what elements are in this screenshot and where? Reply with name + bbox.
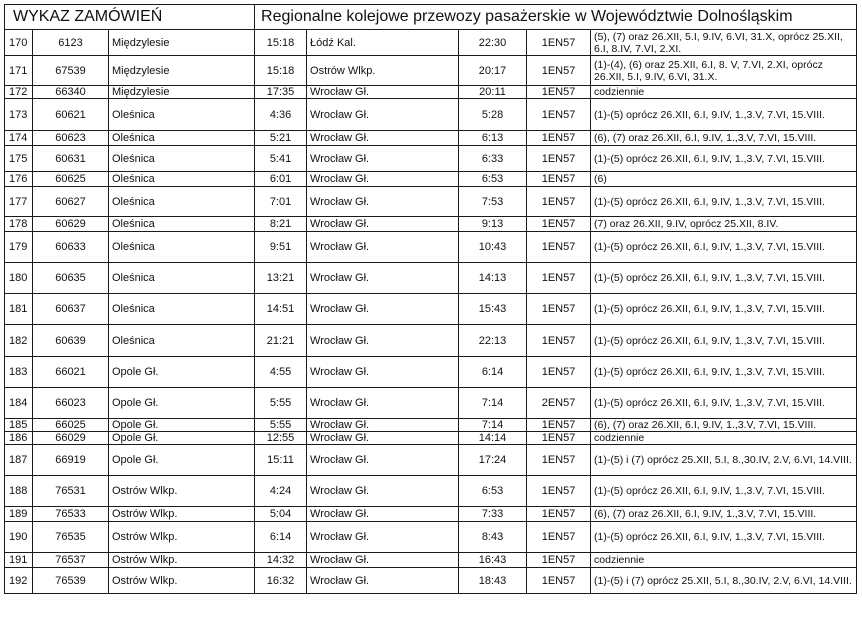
row-number: 181 — [5, 294, 33, 325]
order-list-sheet — [4, 4, 856, 594]
row-number: 186 — [5, 432, 33, 445]
origin-station: Ostrów Wlkp. — [109, 553, 255, 568]
arrival-time: 14:14 — [459, 432, 527, 445]
train-number: 60633 — [33, 232, 109, 263]
origin-station: Oleśnica — [109, 263, 255, 294]
rolling-stock: 1EN57 — [527, 131, 591, 146]
train-number: 66025 — [33, 419, 109, 432]
rolling-stock: 2EN57 — [527, 388, 591, 419]
train-number: 66023 — [33, 388, 109, 419]
origin-station: Ostrów Wlkp. — [109, 522, 255, 553]
running-days: (1)-(5) oprócz 26.XII, 6.I, 9.IV, 1.,3.V, 7.VI, 15.VIII. — [591, 263, 857, 294]
destination-station: Wrocław Gł. — [307, 445, 459, 476]
destination-station: Wrocław Gł. — [307, 294, 459, 325]
running-days: (6) — [591, 172, 857, 187]
running-days: (5), (7) oraz 26.XII, 5.I, 9.IV, 6.VI, 31.X, oprócz 25.XII, 6.I, 8.IV, 7.VI, 2.XI. — [591, 30, 857, 56]
running-days: (1)-(5) oprócz 26.XII, 6.I, 9.IV, 1.,3.V, 7.VI, 15.VIII. — [591, 522, 857, 553]
running-days: (1)-(5) oprócz 26.XII, 6.I, 9.IV, 1.,3.V, 7.VI, 15.VIII. — [591, 146, 857, 172]
departure-time: 5:55 — [255, 388, 307, 419]
running-days: (1)-(4), (6) oraz 25.XII, 6.I, 8. V, 7.VI, 2.XI, oprócz 26.XII, 5.I, 9.IV, 6.VI, 31.X. — [591, 56, 857, 86]
row-number: 190 — [5, 522, 33, 553]
row-number: 176 — [5, 172, 33, 187]
running-days: codziennie — [591, 86, 857, 99]
origin-station: Oleśnica — [109, 294, 255, 325]
departure-time: 14:51 — [255, 294, 307, 325]
destination-station: Łódź Kal. — [307, 30, 459, 56]
header-row — [5, 5, 857, 30]
table-row — [5, 217, 857, 232]
departure-time: 4:24 — [255, 476, 307, 507]
origin-station: Oleśnica — [109, 217, 255, 232]
train-number: 60635 — [33, 263, 109, 294]
destination-station: Wrocław Gł. — [307, 432, 459, 445]
destination-station: Wrocław Gł. — [307, 99, 459, 131]
departure-time: 5:21 — [255, 131, 307, 146]
destination-station: Wrocław Gł. — [307, 86, 459, 99]
timetable-table — [4, 4, 857, 594]
table-row — [5, 553, 857, 568]
train-number: 66340 — [33, 86, 109, 99]
rolling-stock: 1EN57 — [527, 553, 591, 568]
running-days: (6), (7) oraz 26.XII, 6.I, 9.IV, 1.,3.V, 7.VI, 15.VIII. — [591, 131, 857, 146]
destination-station: Ostrów Wlkp. — [307, 56, 459, 86]
origin-station: Opole Gł. — [109, 445, 255, 476]
origin-station: Oleśnica — [109, 131, 255, 146]
table-row — [5, 172, 857, 187]
running-days: (6), (7) oraz 26.XII, 6.I, 9.IV, 1.,3.V, 7.VI, 15.VIII. — [591, 419, 857, 432]
rolling-stock: 1EN57 — [527, 86, 591, 99]
table-row — [5, 325, 857, 357]
train-number: 76537 — [33, 553, 109, 568]
table-row — [5, 232, 857, 263]
origin-station: Oleśnica — [109, 325, 255, 357]
arrival-time: 22:13 — [459, 325, 527, 357]
origin-station: Międzylesie — [109, 86, 255, 99]
row-number: 175 — [5, 146, 33, 172]
row-number: 188 — [5, 476, 33, 507]
arrival-time: 7:14 — [459, 388, 527, 419]
rolling-stock: 1EN57 — [527, 263, 591, 294]
departure-time: 15:18 — [255, 56, 307, 86]
row-number: 192 — [5, 568, 33, 594]
row-number: 171 — [5, 56, 33, 86]
row-number: 177 — [5, 187, 33, 217]
departure-time: 5:04 — [255, 507, 307, 522]
table-row — [5, 445, 857, 476]
departure-time: 14:32 — [255, 553, 307, 568]
train-number: 60629 — [33, 217, 109, 232]
running-days: (1)-(5) i (7) oprócz 25.XII, 5.I, 8.,30.IV, 2.V, 6.VI, 14.VIII. — [591, 568, 857, 594]
departure-time: 9:51 — [255, 232, 307, 263]
arrival-time: 8:43 — [459, 522, 527, 553]
row-number: 183 — [5, 357, 33, 388]
list-title: WYKAZ ZAMÓWIEŃ — [5, 5, 255, 30]
train-number: 60637 — [33, 294, 109, 325]
train-number: 76531 — [33, 476, 109, 507]
train-number: 76533 — [33, 507, 109, 522]
row-number: 173 — [5, 99, 33, 131]
destination-station: Wrocław Gł. — [307, 172, 459, 187]
arrival-time: 18:43 — [459, 568, 527, 594]
table-row — [5, 522, 857, 553]
destination-station: Wrocław Gł. — [307, 388, 459, 419]
origin-station: Ostrów Wlkp. — [109, 476, 255, 507]
departure-time: 6:01 — [255, 172, 307, 187]
table-row — [5, 357, 857, 388]
departure-time: 8:21 — [255, 217, 307, 232]
row-number: 187 — [5, 445, 33, 476]
table-row — [5, 99, 857, 131]
table-row — [5, 131, 857, 146]
train-number: 66021 — [33, 357, 109, 388]
train-number: 67539 — [33, 56, 109, 86]
rolling-stock: 1EN57 — [527, 568, 591, 594]
arrival-time: 20:17 — [459, 56, 527, 86]
departure-time: 15:11 — [255, 445, 307, 476]
rolling-stock: 1EN57 — [527, 507, 591, 522]
arrival-time: 9:13 — [459, 217, 527, 232]
train-number: 76535 — [33, 522, 109, 553]
destination-station: Wrocław Gł. — [307, 325, 459, 357]
destination-station: Wrocław Gł. — [307, 217, 459, 232]
departure-time: 12:55 — [255, 432, 307, 445]
running-days: codziennie — [591, 553, 857, 568]
departure-time: 17:35 — [255, 86, 307, 99]
table-row — [5, 263, 857, 294]
running-days: codziennie — [591, 432, 857, 445]
destination-station: Wrocław Gł. — [307, 522, 459, 553]
table-row — [5, 86, 857, 99]
rolling-stock: 1EN57 — [527, 294, 591, 325]
rolling-stock: 1EN57 — [527, 99, 591, 131]
table-row — [5, 476, 857, 507]
origin-station: Opole Gł. — [109, 357, 255, 388]
train-number: 60631 — [33, 146, 109, 172]
destination-station: Wrocław Gł. — [307, 568, 459, 594]
row-number: 178 — [5, 217, 33, 232]
train-number: 66919 — [33, 445, 109, 476]
rolling-stock: 1EN57 — [527, 187, 591, 217]
table-row — [5, 419, 857, 432]
train-number: 76539 — [33, 568, 109, 594]
origin-station: Opole Gł. — [109, 432, 255, 445]
arrival-time: 7:14 — [459, 419, 527, 432]
rolling-stock: 1EN57 — [527, 146, 591, 172]
rolling-stock: 1EN57 — [527, 172, 591, 187]
running-days: (1)-(5) oprócz 26.XII, 6.I, 9.IV, 1.,3.V, 7.VI, 15.VIII. — [591, 325, 857, 357]
train-number: 60639 — [33, 325, 109, 357]
rolling-stock: 1EN57 — [527, 217, 591, 232]
row-number: 172 — [5, 86, 33, 99]
origin-station: Ostrów Wlkp. — [109, 507, 255, 522]
table-row — [5, 432, 857, 445]
row-number: 179 — [5, 232, 33, 263]
row-number: 170 — [5, 30, 33, 56]
train-number: 66029 — [33, 432, 109, 445]
departure-time: 15:18 — [255, 30, 307, 56]
row-number: 174 — [5, 131, 33, 146]
arrival-time: 6:13 — [459, 131, 527, 146]
origin-station: Oleśnica — [109, 146, 255, 172]
running-days: (1)-(5) oprócz 26.XII, 6.I, 9.IV, 1.,3.V, 7.VI, 15.VIII. — [591, 232, 857, 263]
arrival-time: 14:13 — [459, 263, 527, 294]
origin-station: Oleśnica — [109, 172, 255, 187]
arrival-time: 5:28 — [459, 99, 527, 131]
table-row — [5, 388, 857, 419]
departure-time: 7:01 — [255, 187, 307, 217]
table-row — [5, 568, 857, 594]
arrival-time: 15:43 — [459, 294, 527, 325]
rolling-stock: 1EN57 — [527, 325, 591, 357]
rolling-stock: 1EN57 — [527, 357, 591, 388]
departure-time: 5:41 — [255, 146, 307, 172]
arrival-time: 6:53 — [459, 172, 527, 187]
rolling-stock: 1EN57 — [527, 232, 591, 263]
region-title: Regionalne kolejowe przewozy pasażerskie w Województwie Dolnośląskim — [255, 5, 857, 30]
arrival-time: 17:24 — [459, 445, 527, 476]
train-number: 60623 — [33, 131, 109, 146]
rolling-stock: 1EN57 — [527, 419, 591, 432]
rolling-stock: 1EN57 — [527, 30, 591, 56]
destination-station: Wrocław Gł. — [307, 476, 459, 507]
destination-station: Wrocław Gł. — [307, 146, 459, 172]
table-row — [5, 30, 857, 56]
train-number: 60621 — [33, 99, 109, 131]
row-number: 184 — [5, 388, 33, 419]
rolling-stock: 1EN57 — [527, 476, 591, 507]
running-days: (1)-(5) oprócz 26.XII, 6.I, 9.IV, 1.,3.V, 7.VI, 15.VIII. — [591, 357, 857, 388]
rolling-stock: 1EN57 — [527, 432, 591, 445]
departure-time: 5:55 — [255, 419, 307, 432]
arrival-time: 22:30 — [459, 30, 527, 56]
arrival-time: 6:53 — [459, 476, 527, 507]
train-number: 60625 — [33, 172, 109, 187]
row-number: 191 — [5, 553, 33, 568]
arrival-time: 10:43 — [459, 232, 527, 263]
departure-time: 21:21 — [255, 325, 307, 357]
rolling-stock: 1EN57 — [527, 56, 591, 86]
destination-station: Wrocław Gł. — [307, 187, 459, 217]
rolling-stock: 1EN57 — [527, 522, 591, 553]
origin-station: Ostrów Wlkp. — [109, 568, 255, 594]
departure-time: 6:14 — [255, 522, 307, 553]
departure-time: 4:55 — [255, 357, 307, 388]
train-number: 6123 — [33, 30, 109, 56]
arrival-time: 16:43 — [459, 553, 527, 568]
departure-time: 4:36 — [255, 99, 307, 131]
arrival-time: 20:11 — [459, 86, 527, 99]
destination-station: Wrocław Gł. — [307, 131, 459, 146]
row-number: 189 — [5, 507, 33, 522]
row-number: 180 — [5, 263, 33, 294]
table-row — [5, 294, 857, 325]
train-number: 60627 — [33, 187, 109, 217]
table-row — [5, 187, 857, 217]
table-row — [5, 146, 857, 172]
origin-station: Oleśnica — [109, 99, 255, 131]
arrival-time: 7:53 — [459, 187, 527, 217]
rolling-stock: 1EN57 — [527, 445, 591, 476]
origin-station: Międzylesie — [109, 56, 255, 86]
running-days: (1)-(5) oprócz 26.XII, 6.I, 9.IV, 1.,3.V, 7.VI, 15.VIII. — [591, 99, 857, 131]
running-days: (1)-(5) i (7) oprócz 25.XII, 5.I, 8.,30.IV, 2.V, 6.VI, 14.VIII. — [591, 445, 857, 476]
destination-station: Wrocław Gł. — [307, 357, 459, 388]
row-number: 185 — [5, 419, 33, 432]
origin-station: Oleśnica — [109, 187, 255, 217]
running-days: (6), (7) oraz 26.XII, 6.I, 9.IV, 1.,3.V, 7.VI, 15.VIII. — [591, 507, 857, 522]
running-days: (1)-(5) oprócz 26.XII, 6.I, 9.IV, 1.,3.V, 7.VI, 15.VIII. — [591, 388, 857, 419]
destination-station: Wrocław Gł. — [307, 507, 459, 522]
departure-time: 13:21 — [255, 263, 307, 294]
destination-station: Wrocław Gł. — [307, 263, 459, 294]
destination-station: Wrocław Gł. — [307, 419, 459, 432]
running-days: (1)-(5) oprócz 26.XII, 6.I, 9.IV, 1.,3.V, 7.VI, 15.VIII. — [591, 476, 857, 507]
arrival-time: 6:14 — [459, 357, 527, 388]
running-days: (1)-(5) oprócz 26.XII, 6.I, 9.IV, 1.,3.V, 7.VI, 15.VIII. — [591, 294, 857, 325]
origin-station: Międzylesie — [109, 30, 255, 56]
row-number: 182 — [5, 325, 33, 357]
arrival-time: 7:33 — [459, 507, 527, 522]
running-days: (1)-(5) oprócz 26.XII, 6.I, 9.IV, 1.,3.V, 7.VI, 15.VIII. — [591, 187, 857, 217]
origin-station: Oleśnica — [109, 232, 255, 263]
origin-station: Opole Gł. — [109, 388, 255, 419]
departure-time: 16:32 — [255, 568, 307, 594]
destination-station: Wrocław Gł. — [307, 232, 459, 263]
destination-station: Wrocław Gł. — [307, 553, 459, 568]
running-days: (7) oraz 26.XII, 9.IV, oprócz 25.XII, 8.IV. — [591, 217, 857, 232]
table-row — [5, 56, 857, 86]
origin-station: Opole Gł. — [109, 419, 255, 432]
table-row — [5, 507, 857, 522]
arrival-time: 6:33 — [459, 146, 527, 172]
